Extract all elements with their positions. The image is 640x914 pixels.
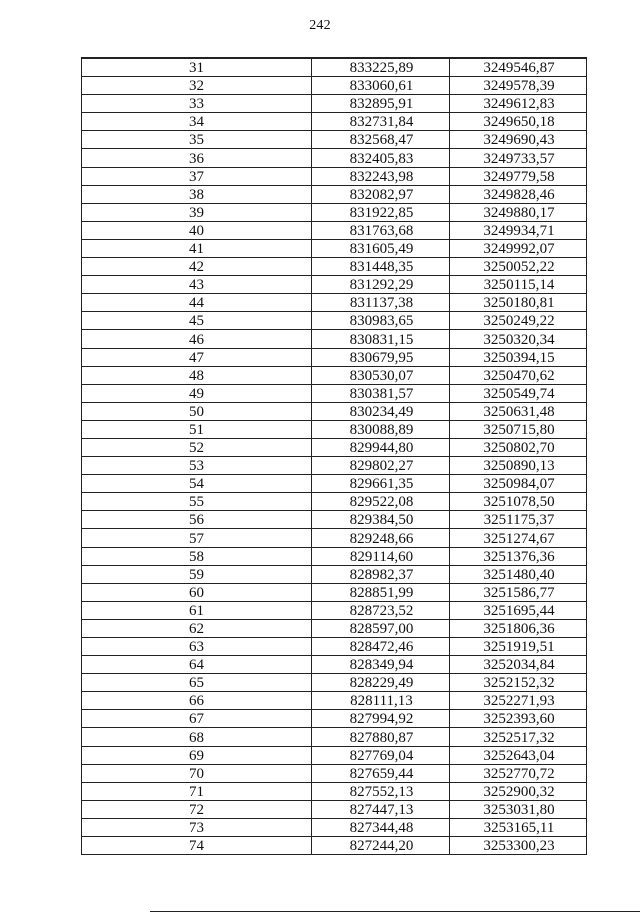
point-number-cell: 40 bbox=[82, 221, 312, 239]
y-coordinate-cell: 3252034,84 bbox=[450, 656, 587, 674]
x-coordinate-cell: 827994,92 bbox=[312, 710, 450, 728]
y-coordinate-cell: 3252271,93 bbox=[450, 692, 587, 710]
x-coordinate-cell: 831763,68 bbox=[312, 221, 450, 239]
point-number-cell: 66 bbox=[82, 692, 312, 710]
y-coordinate-cell: 3250549,74 bbox=[450, 384, 587, 402]
point-number-cell: 52 bbox=[82, 438, 312, 456]
x-coordinate-cell: 831292,29 bbox=[312, 276, 450, 294]
coordinates-table-container bbox=[81, 57, 586, 855]
y-coordinate-cell: 3251586,77 bbox=[450, 583, 587, 601]
table-row bbox=[82, 457, 587, 475]
point-number-cell: 62 bbox=[82, 619, 312, 637]
table-row bbox=[82, 384, 587, 402]
y-coordinate-cell: 3251919,51 bbox=[450, 638, 587, 656]
table-row bbox=[82, 800, 587, 818]
point-number-cell: 32 bbox=[82, 77, 312, 95]
table-row bbox=[82, 167, 587, 185]
point-number-cell: 55 bbox=[82, 493, 312, 511]
point-number-cell: 61 bbox=[82, 601, 312, 619]
point-number-cell: 47 bbox=[82, 348, 312, 366]
x-coordinate-cell: 829522,08 bbox=[312, 493, 450, 511]
table-row bbox=[82, 511, 587, 529]
x-coordinate-cell: 830088,89 bbox=[312, 420, 450, 438]
x-coordinate-cell: 829384,50 bbox=[312, 511, 450, 529]
y-coordinate-cell: 3253031,80 bbox=[450, 800, 587, 818]
table-row bbox=[82, 674, 587, 692]
y-coordinate-cell: 3249578,39 bbox=[450, 77, 587, 95]
table-row bbox=[82, 529, 587, 547]
x-coordinate-cell: 832731,84 bbox=[312, 113, 450, 131]
table-row bbox=[82, 420, 587, 438]
y-coordinate-cell: 3249733,57 bbox=[450, 149, 587, 167]
x-coordinate-cell: 832082,97 bbox=[312, 185, 450, 203]
y-coordinate-cell: 3252643,04 bbox=[450, 746, 587, 764]
x-coordinate-cell: 833060,61 bbox=[312, 77, 450, 95]
point-number-cell: 58 bbox=[82, 547, 312, 565]
table-row bbox=[82, 493, 587, 511]
table-row bbox=[82, 547, 587, 565]
table-row bbox=[82, 58, 587, 77]
y-coordinate-cell: 3250052,22 bbox=[450, 258, 587, 276]
point-number-cell: 70 bbox=[82, 764, 312, 782]
y-coordinate-cell: 3250470,62 bbox=[450, 366, 587, 384]
x-coordinate-cell: 827769,04 bbox=[312, 746, 450, 764]
x-coordinate-cell: 827552,13 bbox=[312, 782, 450, 800]
x-coordinate-cell: 831922,85 bbox=[312, 203, 450, 221]
x-coordinate-cell: 830381,57 bbox=[312, 384, 450, 402]
y-coordinate-cell: 3252770,72 bbox=[450, 764, 587, 782]
y-coordinate-cell: 3250394,15 bbox=[450, 348, 587, 366]
point-number-cell: 45 bbox=[82, 312, 312, 330]
point-number-cell: 64 bbox=[82, 656, 312, 674]
y-coordinate-cell: 3251175,37 bbox=[450, 511, 587, 529]
table-row bbox=[82, 203, 587, 221]
point-number-cell: 72 bbox=[82, 800, 312, 818]
table-row bbox=[82, 113, 587, 131]
x-coordinate-cell: 829661,35 bbox=[312, 475, 450, 493]
table-row bbox=[82, 258, 587, 276]
point-number-cell: 33 bbox=[82, 95, 312, 113]
x-coordinate-cell: 829802,27 bbox=[312, 457, 450, 475]
point-number-cell: 41 bbox=[82, 239, 312, 257]
x-coordinate-cell: 830530,07 bbox=[312, 366, 450, 384]
x-coordinate-cell: 833225,89 bbox=[312, 58, 450, 77]
table-row bbox=[82, 348, 587, 366]
x-coordinate-cell: 830831,15 bbox=[312, 330, 450, 348]
x-coordinate-cell: 831448,35 bbox=[312, 258, 450, 276]
table-row bbox=[82, 131, 587, 149]
x-coordinate-cell: 827447,13 bbox=[312, 800, 450, 818]
point-number-cell: 65 bbox=[82, 674, 312, 692]
x-coordinate-cell: 832895,91 bbox=[312, 95, 450, 113]
table-row bbox=[82, 312, 587, 330]
y-coordinate-cell: 3250984,07 bbox=[450, 475, 587, 493]
table-row bbox=[82, 728, 587, 746]
table-row bbox=[82, 276, 587, 294]
table-row bbox=[82, 149, 587, 167]
y-coordinate-cell: 3251695,44 bbox=[450, 601, 587, 619]
x-coordinate-cell: 830679,95 bbox=[312, 348, 450, 366]
x-coordinate-cell: 828111,13 bbox=[312, 692, 450, 710]
y-coordinate-cell: 3250115,14 bbox=[450, 276, 587, 294]
y-coordinate-cell: 3251078,50 bbox=[450, 493, 587, 511]
y-coordinate-cell: 3249779,58 bbox=[450, 167, 587, 185]
table-row bbox=[82, 475, 587, 493]
y-coordinate-cell: 3252517,32 bbox=[450, 728, 587, 746]
point-number-cell: 60 bbox=[82, 583, 312, 601]
point-number-cell: 59 bbox=[82, 565, 312, 583]
table-row bbox=[82, 692, 587, 710]
x-coordinate-cell: 829114,60 bbox=[312, 547, 450, 565]
x-coordinate-cell: 828723,52 bbox=[312, 601, 450, 619]
y-coordinate-cell: 3251480,40 bbox=[450, 565, 587, 583]
x-coordinate-cell: 828349,94 bbox=[312, 656, 450, 674]
point-number-cell: 68 bbox=[82, 728, 312, 746]
point-number-cell: 36 bbox=[82, 149, 312, 167]
x-coordinate-cell: 828982,37 bbox=[312, 565, 450, 583]
y-coordinate-cell: 3250249,22 bbox=[450, 312, 587, 330]
point-number-cell: 38 bbox=[82, 185, 312, 203]
table-row bbox=[82, 221, 587, 239]
y-coordinate-cell: 3250180,81 bbox=[450, 294, 587, 312]
table-row bbox=[82, 601, 587, 619]
x-coordinate-cell: 827659,44 bbox=[312, 764, 450, 782]
x-coordinate-cell: 827880,87 bbox=[312, 728, 450, 746]
table-row bbox=[82, 764, 587, 782]
x-coordinate-cell: 827244,20 bbox=[312, 837, 450, 855]
x-coordinate-cell: 832243,98 bbox=[312, 167, 450, 185]
page-number: 242 bbox=[309, 18, 331, 33]
y-coordinate-cell: 3250320,34 bbox=[450, 330, 587, 348]
point-number-cell: 63 bbox=[82, 638, 312, 656]
point-number-cell: 34 bbox=[82, 113, 312, 131]
table-row bbox=[82, 710, 587, 728]
table-row bbox=[82, 185, 587, 203]
y-coordinate-cell: 3251274,67 bbox=[450, 529, 587, 547]
point-number-cell: 51 bbox=[82, 420, 312, 438]
x-coordinate-cell: 828851,99 bbox=[312, 583, 450, 601]
x-coordinate-cell: 828597,00 bbox=[312, 619, 450, 637]
x-coordinate-cell: 832405,83 bbox=[312, 149, 450, 167]
table-row bbox=[82, 565, 587, 583]
table-row bbox=[82, 782, 587, 800]
x-coordinate-cell: 832568,47 bbox=[312, 131, 450, 149]
x-coordinate-cell: 831605,49 bbox=[312, 239, 450, 257]
y-coordinate-cell: 3250802,70 bbox=[450, 438, 587, 456]
point-number-cell: 31 bbox=[82, 58, 312, 77]
page-bottom-rule bbox=[150, 911, 640, 912]
point-number-cell: 37 bbox=[82, 167, 312, 185]
y-coordinate-cell: 3249546,87 bbox=[450, 58, 587, 77]
table-row bbox=[82, 837, 587, 855]
point-number-cell: 67 bbox=[82, 710, 312, 728]
table-row bbox=[82, 95, 587, 113]
table-row bbox=[82, 294, 587, 312]
y-coordinate-cell: 3249828,46 bbox=[450, 185, 587, 203]
point-number-cell: 39 bbox=[82, 203, 312, 221]
y-coordinate-cell: 3249880,17 bbox=[450, 203, 587, 221]
table-row bbox=[82, 77, 587, 95]
x-coordinate-cell: 830983,65 bbox=[312, 312, 450, 330]
table-row bbox=[82, 330, 587, 348]
table-row bbox=[82, 402, 587, 420]
table-row bbox=[82, 583, 587, 601]
point-number-cell: 50 bbox=[82, 402, 312, 420]
y-coordinate-cell: 3251376,36 bbox=[450, 547, 587, 565]
y-coordinate-cell: 3249612,83 bbox=[450, 95, 587, 113]
y-coordinate-cell: 3252152,32 bbox=[450, 674, 587, 692]
point-number-cell: 56 bbox=[82, 511, 312, 529]
point-number-cell: 69 bbox=[82, 746, 312, 764]
point-number-cell: 48 bbox=[82, 366, 312, 384]
y-coordinate-cell: 3249934,71 bbox=[450, 221, 587, 239]
point-number-cell: 74 bbox=[82, 837, 312, 855]
point-number-cell: 42 bbox=[82, 258, 312, 276]
point-number-cell: 44 bbox=[82, 294, 312, 312]
y-coordinate-cell: 3250715,80 bbox=[450, 420, 587, 438]
y-coordinate-cell: 3253300,23 bbox=[450, 837, 587, 855]
point-number-cell: 53 bbox=[82, 457, 312, 475]
y-coordinate-cell: 3251806,36 bbox=[450, 619, 587, 637]
y-coordinate-cell: 3250890,13 bbox=[450, 457, 587, 475]
x-coordinate-cell: 829248,66 bbox=[312, 529, 450, 547]
x-coordinate-cell: 830234,49 bbox=[312, 402, 450, 420]
coordinates-table-body bbox=[82, 58, 587, 855]
point-number-cell: 54 bbox=[82, 475, 312, 493]
point-number-cell: 57 bbox=[82, 529, 312, 547]
y-coordinate-cell: 3249650,18 bbox=[450, 113, 587, 131]
y-coordinate-cell: 3249992,07 bbox=[450, 239, 587, 257]
x-coordinate-cell: 827344,48 bbox=[312, 818, 450, 836]
y-coordinate-cell: 3249690,43 bbox=[450, 131, 587, 149]
table-row bbox=[82, 619, 587, 637]
x-coordinate-cell: 829944,80 bbox=[312, 438, 450, 456]
table-row bbox=[82, 239, 587, 257]
x-coordinate-cell: 828229,49 bbox=[312, 674, 450, 692]
x-coordinate-cell: 831137,38 bbox=[312, 294, 450, 312]
table-row bbox=[82, 638, 587, 656]
y-coordinate-cell: 3252900,32 bbox=[450, 782, 587, 800]
point-number-cell: 71 bbox=[82, 782, 312, 800]
y-coordinate-cell: 3253165,11 bbox=[450, 818, 587, 836]
y-coordinate-cell: 3250631,48 bbox=[450, 402, 587, 420]
point-number-cell: 49 bbox=[82, 384, 312, 402]
y-coordinate-cell: 3252393,60 bbox=[450, 710, 587, 728]
point-number-cell: 73 bbox=[82, 818, 312, 836]
point-number-cell: 43 bbox=[82, 276, 312, 294]
point-number-cell: 35 bbox=[82, 131, 312, 149]
table-row bbox=[82, 366, 587, 384]
x-coordinate-cell: 828472,46 bbox=[312, 638, 450, 656]
table-row bbox=[82, 818, 587, 836]
table-row bbox=[82, 746, 587, 764]
point-number-cell: 46 bbox=[82, 330, 312, 348]
table-row bbox=[82, 656, 587, 674]
table-row bbox=[82, 438, 587, 456]
coordinates-table bbox=[81, 57, 587, 855]
